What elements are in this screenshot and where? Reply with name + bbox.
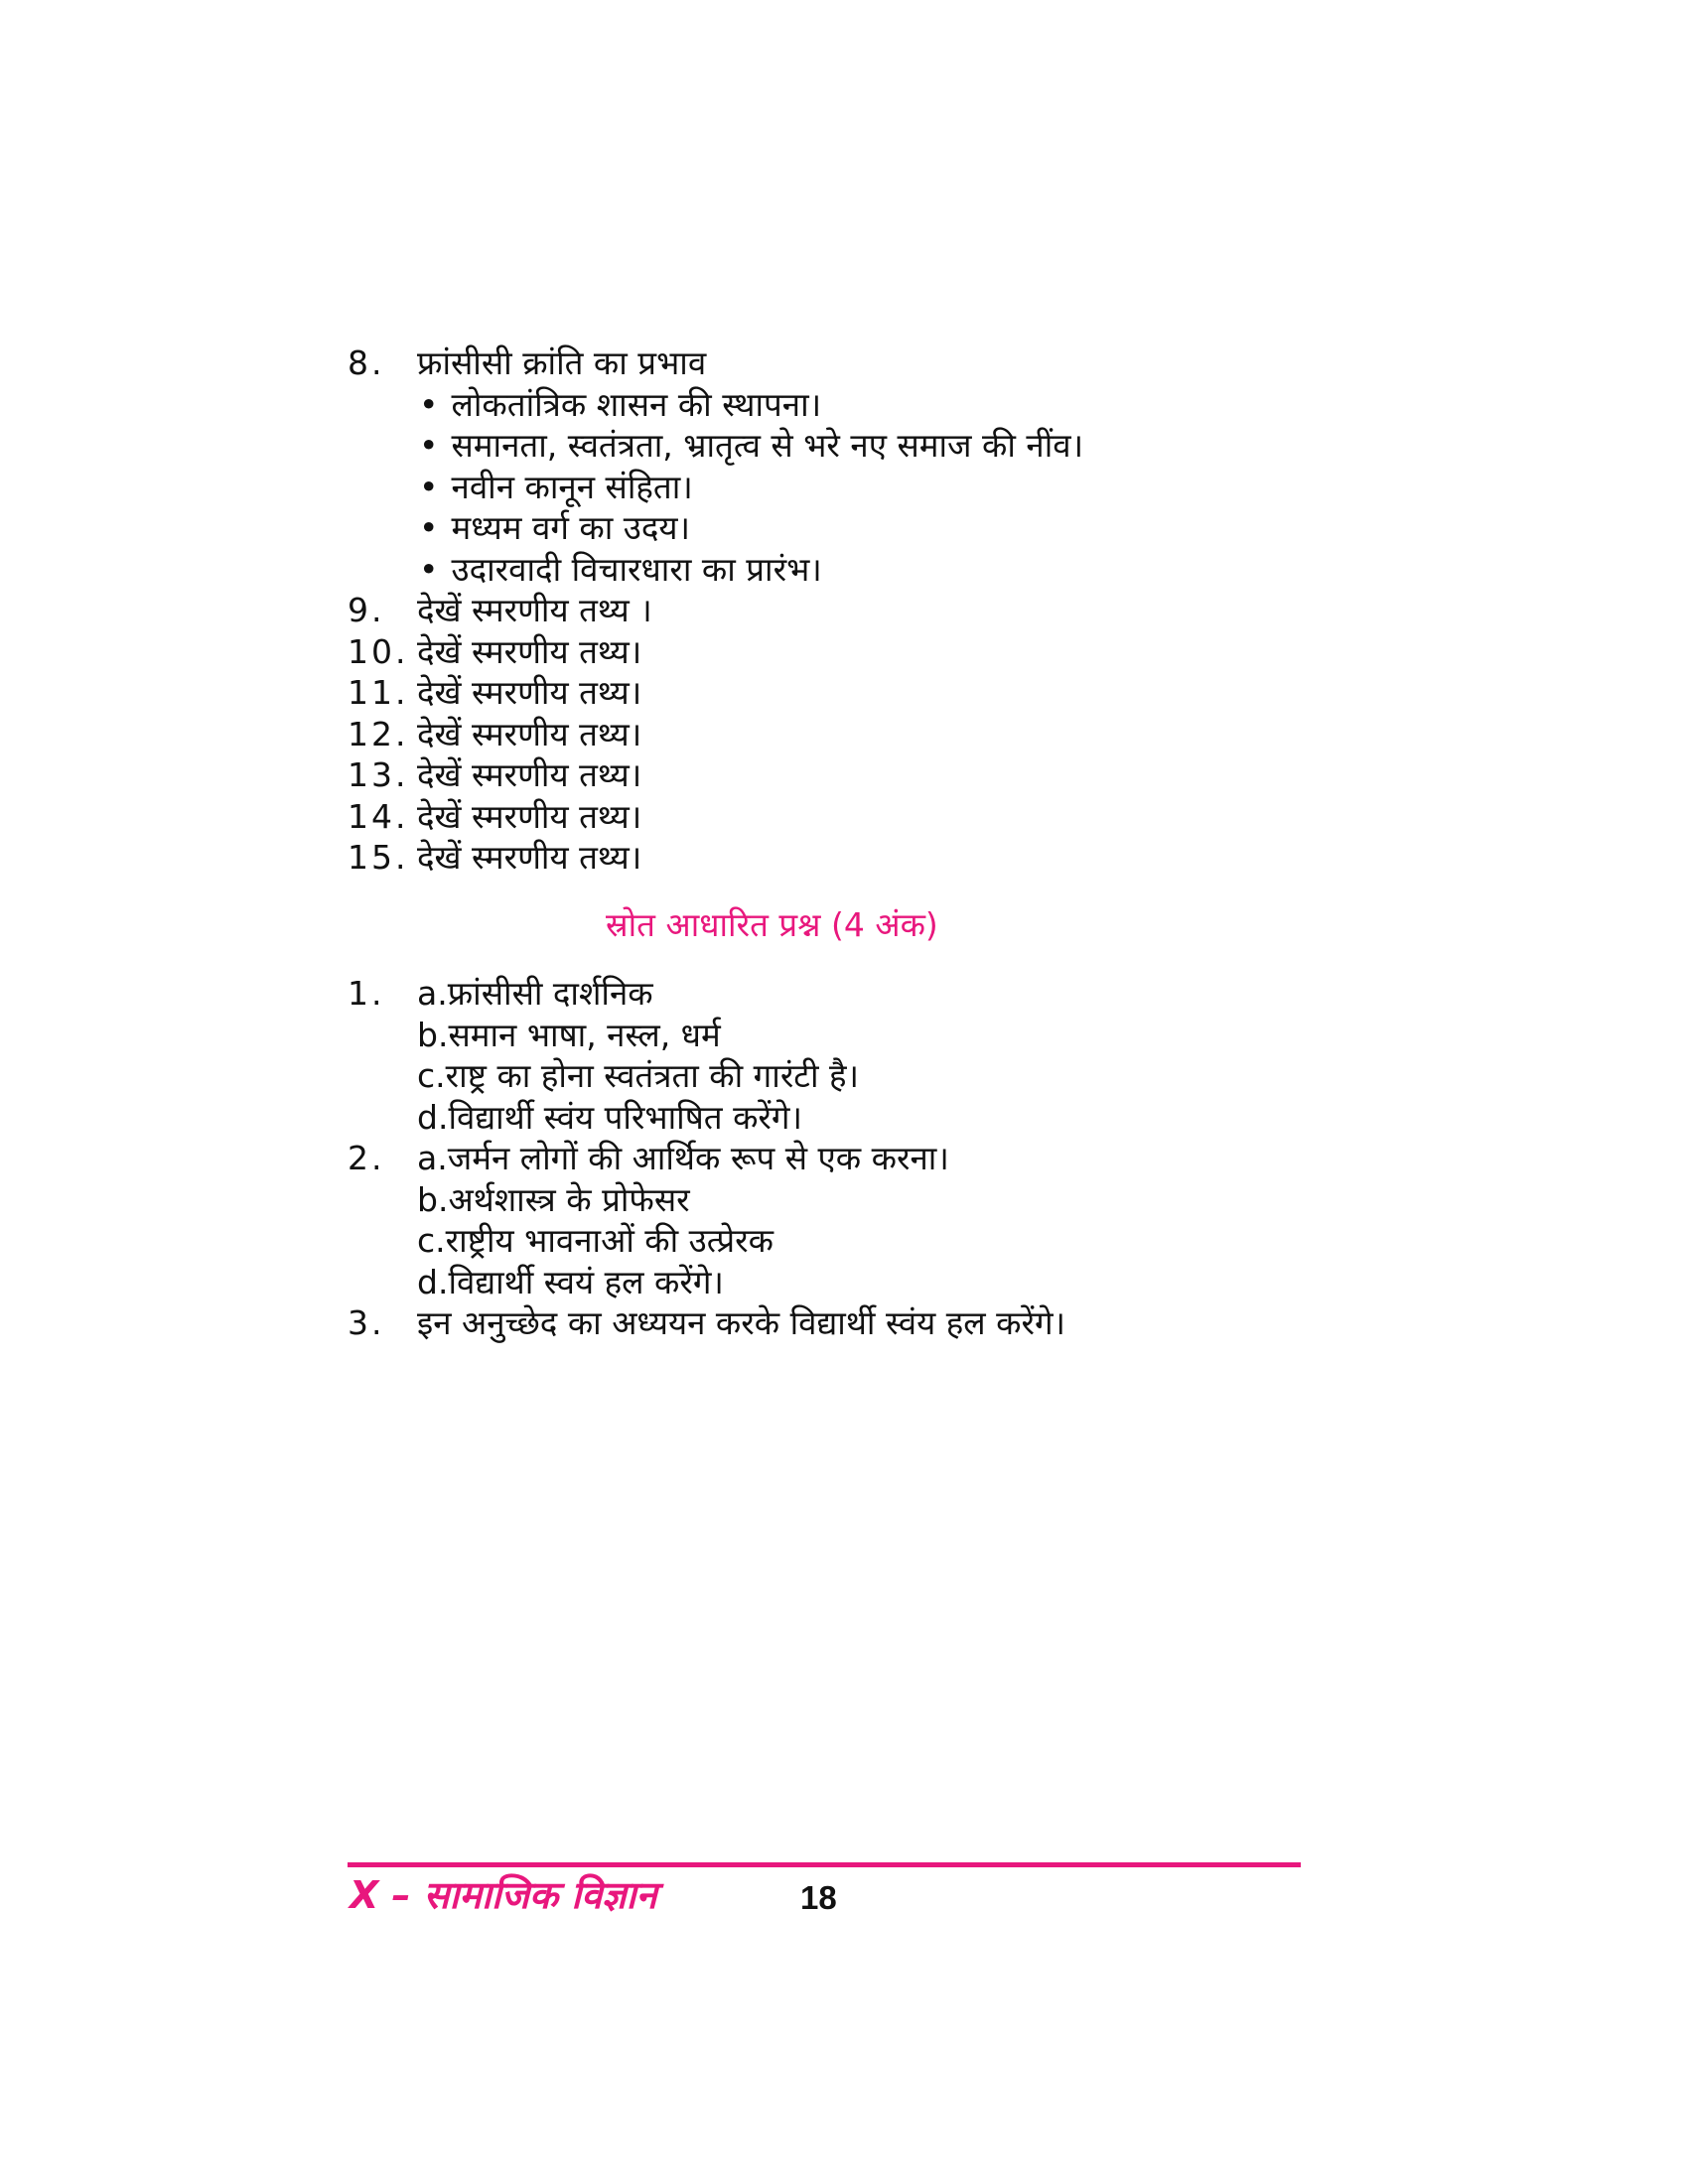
answer-item-10 [348, 631, 1340, 673]
answer-text: इन अनुच्छेद का अध्ययन करके विद्यार्थी स्वंय हल करेंगे। [417, 1303, 1066, 1342]
part-text: समान भाषा, नस्ल, धर्म [448, 1015, 721, 1054]
answer-item-13 [348, 754, 1340, 796]
answer-text: फ्रांसीसी क्रांति का प्रभाव [417, 343, 707, 382]
answer-text: देखें स्मरणीय तथ्य । [417, 591, 652, 629]
bullet-text: नवीन कानून संहिता। [451, 467, 693, 506]
answer-part-a [417, 1138, 949, 1179]
source-answer-3 [348, 1302, 1340, 1344]
answer-text: देखें स्मरणीय तथ्य। [417, 796, 642, 836]
part-text: जर्मन लोगों की आर्थिक रूप से एक करना। [447, 1139, 949, 1177]
answer-part-c [348, 1055, 1340, 1097]
section-heading: स्रोत आधारित प्रश्न (4 अंक) [606, 905, 938, 944]
answer-text: देखें स्मरणीय तथ्य। [417, 755, 642, 794]
bullet-icon: • [419, 508, 439, 547]
answer-item-12 [348, 714, 1340, 755]
answer-number: 14. [348, 796, 409, 836]
source-answer-2 [348, 1138, 1340, 1179]
part-letter: d. [417, 1097, 449, 1137]
part-letter: c. [417, 1056, 446, 1095]
answer-item-15 [348, 837, 1340, 879]
answer-number: 8. [348, 343, 385, 382]
answer-number: 9. [348, 591, 385, 629]
answer-number: 3. [348, 1303, 385, 1342]
part-letter: c. [417, 1221, 446, 1260]
page-number: 18 [800, 1879, 837, 1916]
bullet-item [348, 425, 1340, 467]
part-text: राष्ट्र का होना स्वतंत्रता की गारंटी है। [445, 1056, 860, 1095]
part-text: विद्यार्थी स्वयं हल करेंगे। [448, 1262, 724, 1301]
answers-part-2 [348, 973, 1340, 1344]
answer-number: 10. [348, 631, 409, 671]
answer-number: 11. [348, 673, 409, 712]
answer-text: देखें स्मरणीय तथ्य। [417, 631, 642, 671]
bullet-text: समानता, स्वतंत्रता, भ्रातृत्व से भरे नए समाज की नींव। [451, 426, 1084, 465]
footer-divider [348, 1862, 1301, 1867]
part-letter: b. [417, 1179, 449, 1219]
part-letter: a. [417, 974, 448, 1013]
answer-part-c [348, 1220, 1340, 1262]
part-text: विद्यार्थी स्वंय परिभाषित करेंगे। [448, 1097, 802, 1137]
answer-number: 1. [348, 974, 385, 1013]
answer-item-9 [348, 590, 1340, 631]
answer-part-d [348, 1262, 1340, 1303]
bullet-item [348, 384, 1340, 426]
part-letter: b. [417, 1015, 449, 1054]
answers-part-1 [348, 342, 1340, 879]
answer-number: 15. [348, 838, 409, 877]
answer-part-a [417, 973, 653, 1015]
answer-item-14 [348, 796, 1340, 838]
answer-part-b [348, 1015, 1340, 1056]
answer-item-8 [348, 342, 1340, 384]
part-text: अर्थशास्त्र के प्रोफेसर [448, 1179, 690, 1219]
bullet-item [348, 507, 1340, 549]
part-letter: a. [417, 1139, 448, 1177]
answer-number: 13. [348, 755, 409, 794]
bullet-icon: • [419, 384, 439, 424]
answer-text: देखें स्मरणीय तथ्य। [417, 714, 642, 753]
answer-part-d [348, 1097, 1340, 1139]
bullet-text: मध्यम वर्ग का उदय। [451, 508, 691, 547]
part-letter: d. [417, 1262, 449, 1301]
bullet-text: उदारवादी विचारधारा का प्रारंभ। [451, 549, 822, 589]
footer-title: X – सामाजिक विज्ञान [350, 1873, 657, 1917]
bullet-icon: • [419, 426, 439, 465]
answer-text: देखें स्मरणीय तथ्य। [417, 673, 642, 712]
bullet-icon: • [419, 467, 439, 506]
answer-number: 2. [348, 1139, 385, 1177]
answer-part-b [348, 1179, 1340, 1221]
answer-item-11 [348, 672, 1340, 714]
bullet-text: लोकतांत्रिक शासन की स्थापना। [451, 384, 822, 424]
part-text: फ्रांसीसी दार्शनिक [447, 974, 653, 1013]
answer-number: 12. [348, 714, 409, 753]
part-text: राष्ट्रीय भावनाओं की उत्प्रेरक [445, 1221, 774, 1260]
bullet-item [348, 549, 1340, 591]
answer-text: देखें स्मरणीय तथ्य। [417, 838, 642, 877]
bullet-icon: • [419, 549, 439, 589]
bullet-item [348, 467, 1340, 508]
source-answer-1 [348, 973, 1340, 1015]
